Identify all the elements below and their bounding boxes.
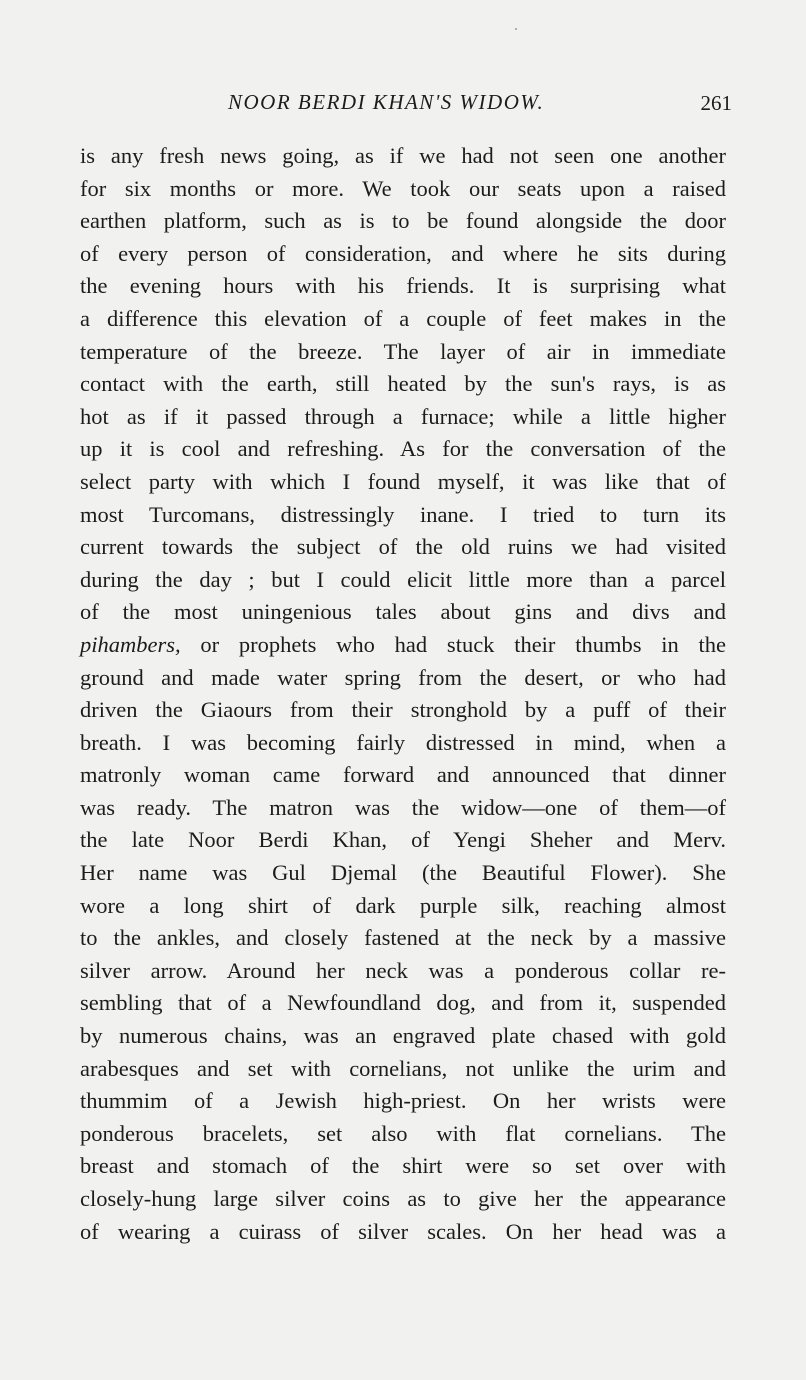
text-line: arabesques and set with cornelians, not unlike the urim and (80, 1055, 726, 1081)
text-line: of wearing a cuirass of silver scales. On her head was a (80, 1218, 726, 1244)
text-line: wore a long shirt of dark purple silk, reaching almost (80, 892, 726, 918)
text-line: thummim of a Jewish high-priest. On her wrists were (80, 1088, 726, 1114)
text-line: most Turcomans, distressingly inane. I tried to turn its (80, 501, 726, 527)
text-line: the evening hours with his friends. It is surprising what (80, 273, 726, 299)
text-line: is any fresh news going, as if we had not seen one another (80, 143, 726, 168)
text-line: closely-hung large silver coins as to give her the appearance (80, 1186, 726, 1211)
italic-term: pihambers, (80, 631, 181, 657)
text-line: matronly woman came forward and announced that dinner (80, 762, 726, 788)
text-line: breath. I was becoming fairly distressed in mind, when a (80, 729, 726, 755)
text-line: current towards the subject of the old ruins we had visited (80, 534, 726, 560)
text-line: earthen platform, such as is to be found alongside the door (80, 208, 726, 234)
text-line: of every person of consideration, and where he sits during (80, 240, 726, 266)
page-number: 261 (700, 91, 732, 115)
text-line: of the most uningenious tales about gins and divs and (80, 599, 726, 625)
text-line: by numerous chains, was an engraved plate chased with gold (80, 1023, 726, 1049)
text-line-with-italic: pihambers, or prophets who had stuck their thumbs in the (80, 631, 726, 657)
text-line: for six months or more. We took our seats upon a raised (80, 175, 726, 201)
text-line: ground and made water spring from the desert, or who had (80, 664, 726, 690)
text-line: contact with the earth, still heated by the sun's rays, is as (80, 371, 726, 397)
body-text (80, 140, 726, 1248)
text-line: Her name was Gul Djemal (the Beautiful Flower). She (80, 860, 726, 886)
text-line: temperature of the breeze. The layer of air in immediate (80, 338, 726, 364)
text-line: the late Noor Berdi Khan, of Yengi Sheher and Merv. (80, 827, 726, 853)
text-line: hot as if it passed through a furnace; while a little higher (80, 403, 726, 429)
text-line: a difference this elevation of a couple of feet makes in the (80, 305, 726, 331)
text-line: breast and stomach of the shirt were so set over with (80, 1153, 726, 1179)
paper-speck (515, 28, 517, 30)
text-line: select party with which I found myself, it was like that of (80, 468, 726, 494)
running-title: NOOR BERDI KHAN'S WIDOW. (228, 90, 545, 114)
text-line: driven the Giaours from their stronghold by a puff of their (80, 697, 726, 723)
text-line: was ready. The matron was the widow—one of them—of (80, 794, 726, 820)
text-line: to the ankles, and closely fastened at the neck by a massive (80, 925, 726, 951)
text-line: up it is cool and refreshing. As for the conversation of the (80, 436, 726, 462)
text-line: silver arrow. Around her neck was a ponderous collar re- (80, 957, 726, 983)
text-line: sembling that of a Newfoundland dog, and from it, suspended (80, 990, 726, 1016)
text-line: during the day ; but I could elicit little more than a parcel (80, 566, 726, 592)
text-line: ponderous bracelets, set also with flat cornelians. The (80, 1120, 726, 1146)
page-header (80, 90, 732, 120)
